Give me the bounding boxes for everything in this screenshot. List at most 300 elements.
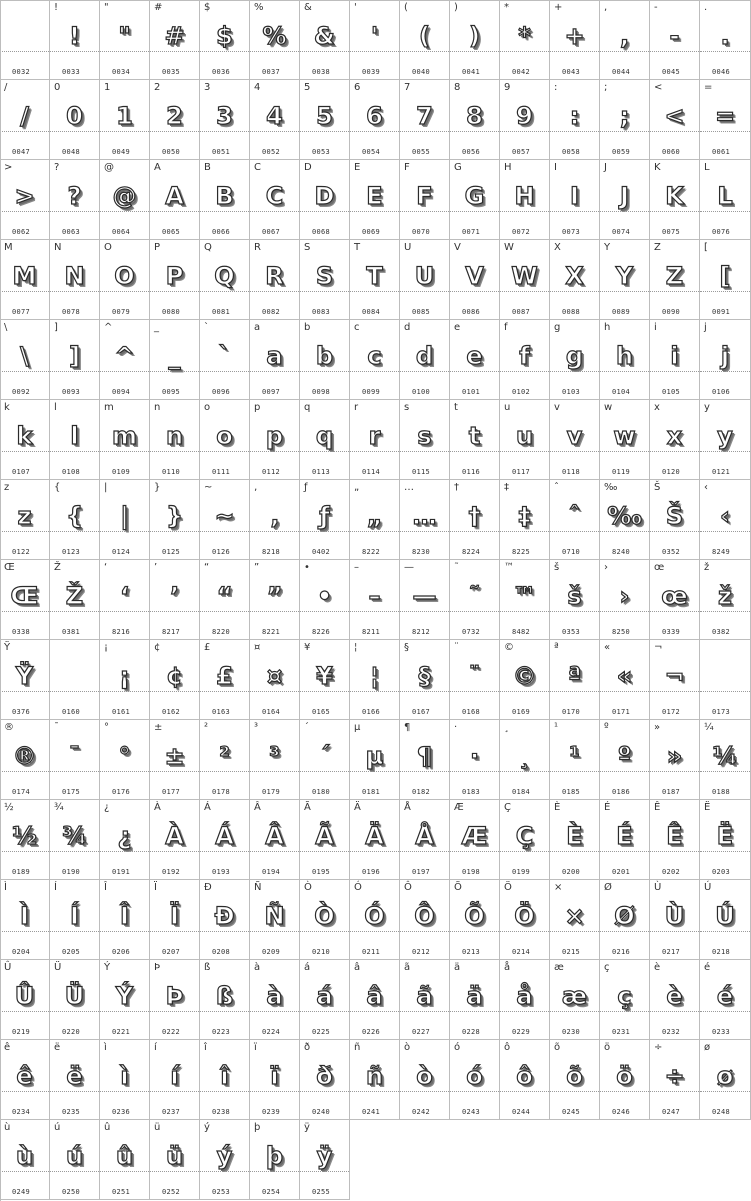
glyph-character-label: ( <box>404 2 408 13</box>
glyph-code-label: 0170 <box>562 708 581 716</box>
glyph-character-label: t <box>454 402 458 413</box>
glyph-cell <box>0 960 50 1040</box>
glyph-sample: + <box>564 22 585 50</box>
glyph-code-label: 0163 <box>212 708 231 716</box>
glyph-sample: U <box>414 262 435 290</box>
glyph-cell <box>400 1040 450 1120</box>
glyph-code-label: 0220 <box>62 1028 81 1036</box>
glyph-character-label: Á <box>204 802 211 813</box>
glyph-code-label: 0181 <box>362 788 381 796</box>
glyph-code-label: 0096 <box>212 388 231 396</box>
glyph-code-label: 0207 <box>162 948 181 956</box>
glyph-cell <box>550 880 600 960</box>
glyph-cell <box>700 640 751 720</box>
glyph-code-label: 0058 <box>562 148 581 156</box>
glyph-sample: ë <box>66 1062 83 1090</box>
glyph-sample: n <box>165 422 184 450</box>
glyph-character-label: - <box>654 2 658 13</box>
glyph-cell <box>550 560 600 640</box>
glyph-code-label: 0247 <box>662 1108 681 1116</box>
glyph-sample: - <box>669 22 680 50</box>
glyph-cell <box>200 240 250 320</box>
glyph-sample: Ó <box>364 902 385 930</box>
glyph-character-label: ] <box>54 322 58 333</box>
glyph-cell <box>50 800 100 880</box>
glyph-character-label: n <box>154 402 161 413</box>
glyph-sample: Ò <box>314 902 335 930</box>
glyph-cell <box>300 480 350 560</box>
glyph-sample: Ñ <box>264 902 285 930</box>
glyph-sample: } <box>165 502 184 530</box>
glyph-cell <box>150 640 200 720</box>
glyph-code-label: 8224 <box>462 548 481 556</box>
glyph-character-label: x <box>654 402 660 413</box>
glyph-sample: ] <box>69 342 80 370</box>
glyph-character-label: ¬ <box>654 642 663 653</box>
glyph-cell <box>700 800 751 880</box>
glyph-character-label: ð <box>304 1042 311 1053</box>
glyph-code-label: 0225 <box>312 1028 331 1036</box>
glyph-code-label: 0172 <box>662 708 681 716</box>
glyph-cell <box>50 640 100 720</box>
glyph-character-label: ñ <box>354 1042 361 1053</box>
glyph-character-label: œ <box>654 562 665 573</box>
glyph-character-label: # <box>154 2 163 13</box>
glyph-cell <box>150 240 200 320</box>
glyph-code-label: 0246 <box>612 1108 631 1116</box>
glyph-code-label: 0093 <box>62 388 81 396</box>
glyph-sample: 5 <box>316 102 333 130</box>
glyph-cell <box>500 960 550 1040</box>
glyph-sample: ˜ <box>468 582 481 610</box>
glyph-sample: „ <box>366 502 383 530</box>
glyph-sample: ‰ <box>607 502 642 530</box>
glyph-character-label: ò <box>404 1042 411 1053</box>
glyph-cell <box>450 560 500 640</box>
glyph-character-label: Ã <box>304 802 311 813</box>
glyph-character-label: C <box>254 162 261 173</box>
glyph-code-label: 0226 <box>362 1028 381 1036</box>
glyph-cell <box>600 560 650 640</box>
glyph-character-label: ë <box>54 1042 61 1053</box>
glyph-code-label: 0064 <box>112 228 131 236</box>
glyph-character-label: · <box>454 722 458 733</box>
glyph-cell <box>300 0 350 80</box>
glyph-sample: Ê <box>666 822 683 850</box>
glyph-sample: 9 <box>516 102 533 130</box>
glyph-cell <box>200 640 250 720</box>
glyph-sample: b <box>315 342 334 370</box>
glyph-character-label: à <box>254 962 261 973</box>
glyph-sample: ‘ <box>119 582 130 610</box>
glyph-character-label: K <box>654 162 661 173</box>
glyph-cell <box>150 0 200 80</box>
glyph-sample: õ <box>566 1062 583 1090</box>
glyph-cell <box>450 240 500 320</box>
glyph-sample: A <box>165 182 184 210</box>
glyph-character-label: ± <box>154 722 163 733</box>
glyph-character-label: A <box>154 162 161 173</box>
glyph-cell <box>650 1040 700 1120</box>
glyph-cell <box>450 800 500 880</box>
glyph-sample: = <box>714 102 736 130</box>
glyph-cell <box>350 800 400 880</box>
glyph-code-label: 0182 <box>412 788 431 796</box>
glyph-sample: ñ <box>365 1062 384 1090</box>
glyph-cell <box>450 0 500 80</box>
glyph-character-label: D <box>304 162 312 173</box>
glyph-cell <box>650 640 700 720</box>
glyph-cell <box>0 80 50 160</box>
glyph-cell <box>0 1040 50 1120</box>
glyph-character-label: E <box>354 162 361 173</box>
glyph-code-label: 0186 <box>612 788 631 796</box>
glyph-cell <box>0 480 50 560</box>
glyph-cell <box>500 880 550 960</box>
glyph-cell <box>200 720 250 800</box>
glyph-cell <box>650 880 700 960</box>
glyph-cell <box>400 0 450 80</box>
glyph-character-label: g <box>554 322 561 333</box>
glyph-character-label: ƒ <box>304 482 308 493</box>
glyph-character-label: š <box>554 562 560 573</box>
glyph-cell <box>100 1040 150 1120</box>
glyph-sample: ù <box>15 1142 34 1170</box>
glyph-code-label: 0062 <box>12 228 31 236</box>
glyph-cell <box>0 160 50 240</box>
glyph-cell <box>550 480 600 560</box>
glyph-cell <box>0 1120 50 1200</box>
glyph-code-label: 0112 <box>262 468 281 476</box>
glyph-sample: ý <box>216 1142 233 1170</box>
glyph-character-label: ¤ <box>254 642 261 653</box>
glyph-sample: 0 <box>66 102 83 130</box>
glyph-character-label: L <box>704 162 710 173</box>
glyph-character-label: ¹ <box>554 722 559 733</box>
glyph-sample: P <box>165 262 184 290</box>
glyph-sample: ž <box>718 582 732 610</box>
glyph-sample: Õ <box>464 902 485 930</box>
glyph-cell <box>400 480 450 560</box>
glyph-cell <box>700 320 751 400</box>
glyph-character-label: Í <box>54 882 57 893</box>
glyph-cell <box>50 880 100 960</box>
glyph-code-label: 0106 <box>712 388 731 396</box>
glyph-cell <box>300 800 350 880</box>
glyph-character-label: F <box>404 162 410 173</box>
glyph-cell <box>550 320 600 400</box>
glyph-sample: ¥ <box>316 662 333 690</box>
glyph-cell <box>500 640 550 720</box>
glyph-character-label: e <box>454 322 461 333</box>
glyph-sample: J <box>620 182 629 210</box>
glyph-code-label: 0046 <box>712 68 731 76</box>
glyph-character-label: § <box>404 642 409 653</box>
glyph-code-label: 0243 <box>462 1108 481 1116</box>
glyph-cell <box>600 720 650 800</box>
glyph-code-label: 0104 <box>612 388 631 396</box>
glyph-cell <box>350 80 400 160</box>
glyph-code-label: 0183 <box>462 788 481 796</box>
glyph-character-label: % <box>254 2 264 13</box>
glyph-sample: o <box>216 422 233 450</box>
glyph-sample: Ø <box>614 902 635 930</box>
glyph-sample: ø <box>716 1062 734 1090</box>
glyph-cell <box>450 720 500 800</box>
glyph-sample: “ <box>216 582 233 610</box>
glyph-cell <box>300 320 350 400</box>
glyph-cell <box>150 80 200 160</box>
glyph-character-label: â <box>354 962 361 973</box>
glyph-code-label: 0092 <box>12 388 31 396</box>
glyph-character-label: ä <box>454 962 461 973</box>
glyph-sample: # <box>164 22 185 50</box>
glyph-sample: ä <box>466 982 483 1010</box>
glyph-character-label: ¥ <box>304 642 311 653</box>
glyph-cell <box>500 480 550 560</box>
glyph-character-label: ³ <box>254 722 259 733</box>
glyph-code-label: 0086 <box>462 308 481 316</box>
glyph-cell <box>350 720 400 800</box>
glyph-sample: ½ <box>12 822 37 850</box>
glyph-sample: p <box>265 422 284 450</box>
glyph-character-label: 5 <box>304 82 311 93</box>
glyph-code-label: 0051 <box>212 148 231 156</box>
glyph-sample: Œ <box>10 582 39 610</box>
glyph-code-label: 0033 <box>62 68 81 76</box>
glyph-code-label: 0169 <box>512 708 531 716</box>
glyph-character-label: “ <box>204 562 210 573</box>
glyph-sample: $ <box>216 22 233 50</box>
glyph-code-label: 8249 <box>712 548 731 556</box>
glyph-sample: ò <box>416 1062 433 1090</box>
glyph-code-label: 0085 <box>412 308 431 316</box>
glyph-character-label: 1 <box>104 82 111 93</box>
glyph-sample: ¸ <box>518 742 531 770</box>
glyph-code-label: 8230 <box>412 548 431 556</box>
glyph-code-label: 0231 <box>612 1028 631 1036</box>
glyph-character-label: ’ <box>154 562 158 573</box>
glyph-code-label: 0074 <box>612 228 631 236</box>
glyph-character-label: 2 <box>154 82 161 93</box>
glyph-cell <box>500 560 550 640</box>
glyph-character-label: ? <box>54 162 60 173</box>
glyph-cell <box>500 320 550 400</box>
glyph-character-label: ‹ <box>704 482 708 493</box>
glyph-code-label: 0227 <box>412 1028 431 1036</box>
glyph-sample: F <box>416 182 433 210</box>
glyph-sample: ü <box>165 1142 184 1170</box>
glyph-character-label: 6 <box>354 82 361 93</box>
glyph-sample: i <box>670 342 679 370</box>
glyph-character-label: ¼ <box>704 722 714 733</box>
glyph-code-label: 0036 <box>212 68 231 76</box>
glyph-code-label: 0239 <box>262 1108 281 1116</box>
glyph-sample: ² <box>219 742 230 770</box>
glyph-character-label: Y <box>604 242 611 253</box>
glyph-cell <box>250 640 300 720</box>
glyph-character-label: 4 <box>254 82 261 93</box>
glyph-sample: þ <box>265 1142 284 1170</box>
glyph-cell <box>500 80 550 160</box>
glyph-cell <box>250 160 300 240</box>
glyph-code-label: 0073 <box>562 228 581 236</box>
glyph-sample: ß <box>215 982 234 1010</box>
glyph-cell <box>300 720 350 800</box>
glyph-code-label: 0119 <box>612 468 631 476</box>
glyph-sample: s <box>417 422 432 450</box>
glyph-sample: ö <box>616 1062 633 1090</box>
glyph-cell <box>100 80 150 160</box>
glyph-code-label: 0221 <box>112 1028 131 1036</box>
glyph-sample: K <box>665 182 684 210</box>
glyph-cell <box>100 1120 150 1200</box>
glyph-cell <box>500 240 550 320</box>
glyph-sample: › <box>619 582 630 610</box>
glyph-sample: Ý <box>115 982 134 1010</box>
glyph-character-label: & <box>304 2 312 13</box>
glyph-character-label: S <box>304 242 311 253</box>
glyph-cell <box>350 1040 400 1120</box>
glyph-cell <box>500 800 550 880</box>
glyph-sample: T <box>366 262 383 290</box>
glyph-cell <box>700 880 751 960</box>
glyph-cell <box>550 240 600 320</box>
glyph-character-label: º <box>604 722 609 733</box>
glyph-sample: c <box>367 342 382 370</box>
glyph-character-label: l <box>54 402 57 413</box>
glyph-character-label: H <box>504 162 512 173</box>
glyph-sample: < <box>664 102 685 130</box>
glyph-code-label: 0233 <box>712 1028 731 1036</box>
glyph-code-label: 0187 <box>662 788 681 796</box>
glyph-code-label: 0180 <box>312 788 331 796</box>
glyph-code-label: 0081 <box>212 308 231 316</box>
glyph-character-label: 8 <box>454 82 461 93</box>
glyph-code-label: 0219 <box>12 1028 31 1036</box>
glyph-sample: . <box>720 22 730 50</box>
glyph-code-label: 0089 <box>612 308 631 316</box>
glyph-code-label: 0216 <box>612 948 631 956</box>
glyph-code-label: 0061 <box>712 148 731 156</box>
glyph-cell <box>50 80 100 160</box>
glyph-character-label: Ó <box>354 882 362 893</box>
glyph-sample: ð <box>316 1062 333 1090</box>
glyph-sample: … <box>412 502 437 530</box>
glyph-cell <box>450 480 500 560</box>
glyph-character-label: " <box>104 2 109 13</box>
glyph-sample: 6 <box>366 102 383 130</box>
glyph-cell <box>650 720 700 800</box>
glyph-character-label: æ <box>554 962 564 973</box>
glyph-code-label: 0235 <box>62 1108 81 1116</box>
glyph-character-label: ~ <box>204 482 213 493</box>
glyph-sample: M <box>12 262 37 290</box>
glyph-cell <box>200 160 250 240</box>
glyph-code-label: 0084 <box>362 308 381 316</box>
glyph-sample: a <box>266 342 283 370</box>
glyph-character-label: ` <box>204 322 209 333</box>
glyph-cell <box>150 880 200 960</box>
glyph-cell <box>200 1120 250 1200</box>
glyph-sample: ÿ <box>316 1142 333 1170</box>
glyph-code-label: 0253 <box>212 1188 231 1196</box>
glyph-sample: ï <box>270 1062 279 1090</box>
glyph-cell <box>300 960 350 1040</box>
glyph-sample: ´ <box>318 742 331 770</box>
glyph-cell <box>350 160 400 240</box>
glyph-character-label: , <box>604 2 608 13</box>
glyph-character-label: µ <box>354 722 361 733</box>
glyph-sample: ÷ <box>664 1062 685 1090</box>
glyph-code-label: 8222 <box>362 548 381 556</box>
glyph-sample: Ÿ <box>15 662 34 690</box>
glyph-code-label: 8212 <box>412 628 431 636</box>
glyph-sample: à <box>266 982 283 1010</box>
glyph-cell <box>650 160 700 240</box>
glyph-cell <box>700 960 751 1040</box>
glyph-character-label: ¦ <box>354 642 358 653</box>
glyph-sample: × <box>564 902 585 930</box>
glyph-sample: Ô <box>414 902 435 930</box>
glyph-cell <box>200 400 250 480</box>
glyph-cell <box>400 160 450 240</box>
glyph-cell <box>300 1040 350 1120</box>
glyph-cell <box>700 400 751 480</box>
glyph-character-label: é <box>704 962 711 973</box>
glyph-cell <box>550 800 600 880</box>
glyph-character-label: Ä <box>354 802 361 813</box>
glyph-sample: q <box>315 422 334 450</box>
glyph-code-label: 0094 <box>112 388 131 396</box>
glyph-character-label: Ø <box>604 882 612 893</box>
glyph-sample: ³ <box>269 742 280 770</box>
glyph-sample: ¯ <box>68 742 81 770</box>
glyph-code-label: 0164 <box>262 708 281 716</box>
glyph-character-label: j <box>704 322 707 333</box>
glyph-cell <box>600 240 650 320</box>
glyph-sample: ^ <box>114 342 135 370</box>
glyph-sample: ¾ <box>62 822 87 850</box>
glyph-character-label: Š <box>654 482 661 493</box>
glyph-character-label: û <box>104 1122 111 1133</box>
glyph-code-label: 0215 <box>562 948 581 956</box>
glyph-character-label: ß <box>204 962 211 973</box>
glyph-code-label: 0099 <box>362 388 381 396</box>
glyph-character-label: M <box>4 242 13 253</box>
glyph-code-label: 0050 <box>162 148 181 156</box>
glyph-code-label: 0245 <box>562 1108 581 1116</box>
glyph-code-label: 0126 <box>212 548 231 556</box>
glyph-sample: L <box>717 182 733 210</box>
glyph-code-label: 0402 <box>312 548 331 556</box>
glyph-code-label: 0168 <box>462 708 481 716</box>
glyph-character-label: ÷ <box>654 1042 663 1053</box>
glyph-cell <box>550 80 600 160</box>
glyph-sample: – <box>368 582 381 610</box>
glyph-code-label: 0034 <box>112 68 131 76</box>
glyph-cell <box>200 880 250 960</box>
glyph-sample: N <box>64 262 85 290</box>
glyph-character-label: † <box>454 482 459 493</box>
glyph-cell <box>650 560 700 640</box>
glyph-character-label: T <box>354 242 361 253</box>
glyph-character-label: V <box>454 242 461 253</box>
glyph-cell <box>250 320 300 400</box>
glyph-cell <box>300 400 350 480</box>
glyph-code-label: 0176 <box>112 788 131 796</box>
glyph-character-label: Ô <box>404 882 412 893</box>
